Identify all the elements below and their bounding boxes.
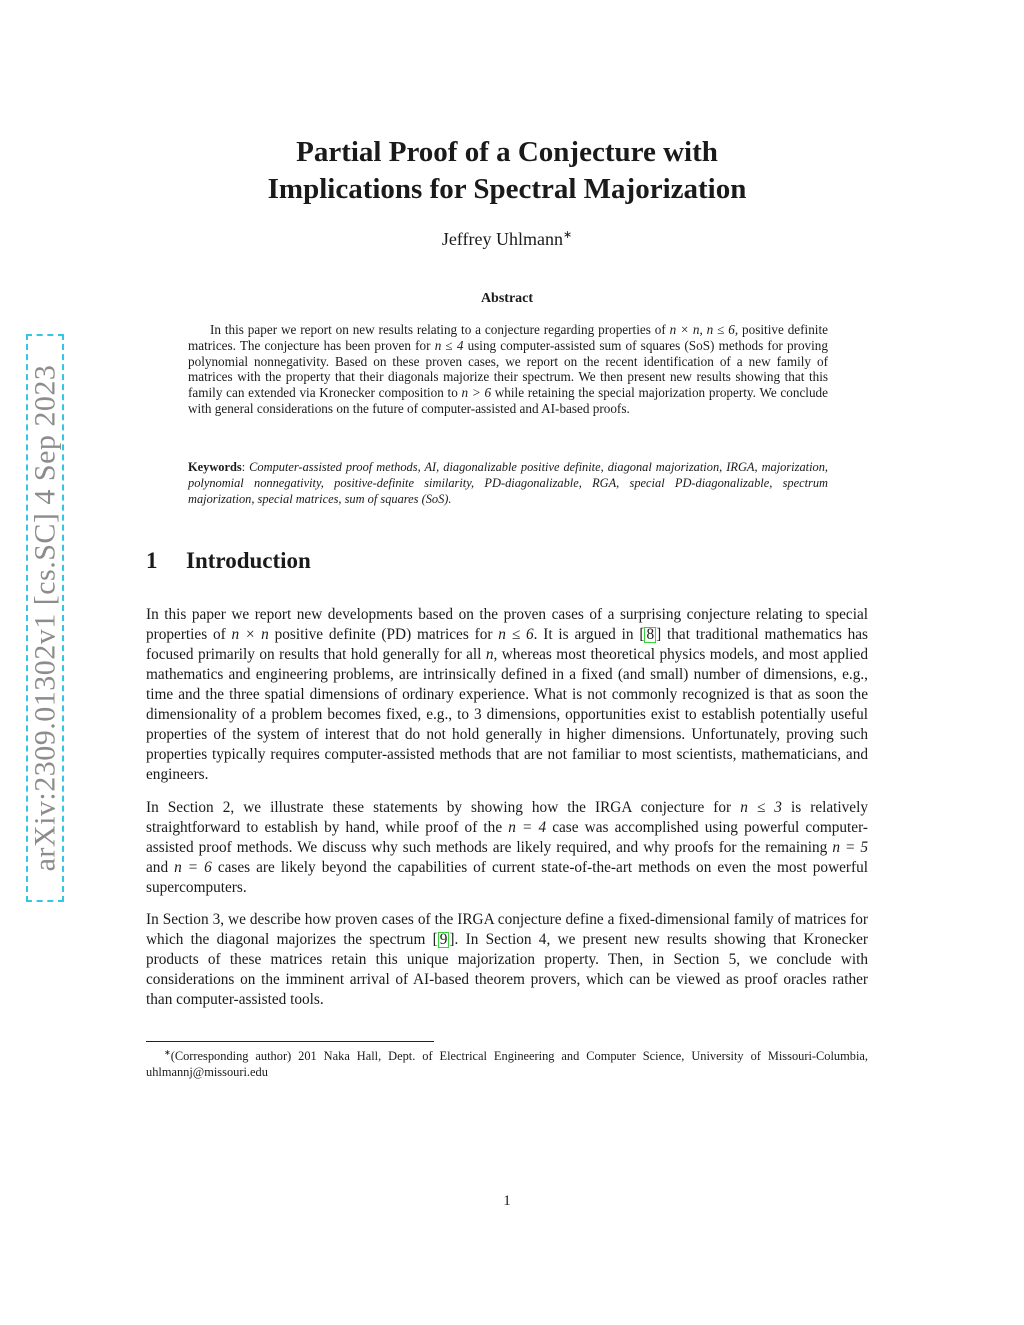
citation-link[interactable]: 9: [439, 931, 448, 948]
abstract-heading: Abstract: [480, 291, 534, 306]
introduction-body: [146, 605, 868, 1023]
text-run: In this paper we report new developments based on the proven cases of a surprising conjecture relating to special properties of: [146, 606, 868, 643]
abstract-text: [188, 322, 828, 417]
page-number: 1: [503, 1193, 511, 1209]
paragraph: In Section 3, we describe how proven cases of the IRGA conjecture define a fixed-dimensional family of matrices for which the diagonal majorizes the spectrum [ 9 ]. In Section 4, we present new results showing that Kronecker products of these matrices retain this unique majorization property. Then, in Section 5, we conclude with considerations on the imminent arrival of AI-based theorem provers, which can be viewed as proof oracles rather than computer-assisted tools.: [146, 911, 868, 1008]
arxiv-identifier: arXiv:2309.01302v1 [cs.SC] 4 Sep 2023: [28, 364, 61, 872]
keywords: [188, 459, 828, 507]
text-run: that traditional mathematics has focused primarily on results that hold generally for all: [146, 626, 868, 663]
text-run: cases are likely beyond the capabilities of current state-of-the-art methods on even the most powerful supercomputers.: [146, 858, 868, 896]
paragraph: In this paper we report new developments based on the proven cases of a surprising conjecture relating to special properties of n × n positive definite (PD) matrices for n ≤ 6. It is argued in [ 8 ] that traditional mathematics has focused primarily on results that hold generally for all n, whereas most theoretical physics models, and most applied mathematics and engineering problems, are intrinsically defined in a fixed (and small) number of dimensions, e.g., time and the three spatial dimensions of ordinary experience. What is not commonly recognized is that as soon the dimensionality of a problem becomes fixed, e.g., to 3 dimensions, opportunities exist to establish potentially useful properties of the system of interest that do not hold generally in higher dimensions. Unfortunately, proving such properties typically requires computer-assisted methods that are not familiar to most scientists, mathematicians, and engineers.: [146, 606, 868, 783]
text-run: is relatively straightforward to establish by hand, while proof of the: [146, 798, 868, 836]
text-run: , whereas most theoretical physics models, and most applied mathematics and engineering problems, are intrinsically defined in a fixed (and small) number of dimensions, e.g., time and the three spatial dimensions of ordinary experience. What is not commonly recognized is that as soon the dimensionality of a problem becomes fixed, e.g., to 3 dimensions, opportunities exist to establish potentially useful properties of the system of interest that do not hold generally in higher dimensions. Unfortunately, proving such properties typically requires computer-assisted methods that are not familiar to most scientists, mathematicians, and engineers.: [146, 646, 868, 783]
text-run: . It is argued in: [533, 626, 640, 643]
text-run: In Section 3, we describe how proven cases of the IRGA conjecture define a fixed-dimensional family of matrices for which the diagonal majorizes the spectrum: [146, 911, 868, 948]
text-run: and: [146, 858, 175, 876]
math-expression: n ≤ 4: [434, 337, 464, 353]
abstract-text-run: while retaining the special majorization property. We conclude with general considerations on the future of computer-assisted and AI-based proofs.: [188, 385, 828, 416]
math-expression: n × n: [669, 322, 700, 337]
title-line-1: Partial Proof of a Conjecture with: [296, 136, 718, 168]
keywords-label: Keywords: [188, 460, 242, 474]
author-line: [146, 228, 868, 250]
author-footnote-mark: ∗: [562, 229, 573, 241]
section-title: Introduction: [186, 548, 311, 573]
footnote-text: (Corresponding author) 201 Naka Hall, Dept. of Electrical Engineering and Computer Science, University of Missouri-Columbia, uhlmannj@missouri.edu: [146, 1049, 868, 1080]
math-expression: n ≤ 6: [706, 322, 735, 337]
math-expression: n = 6: [174, 858, 212, 876]
footnote-mark: ∗: [164, 1048, 171, 1057]
abstract-text-run: , positive definite matrices. The conjecture has been proven for: [188, 322, 828, 353]
author-name: Jeffrey Uhlmann: [441, 229, 563, 249]
text-run: In Section 2, we illustrate these statements by showing how the IRGA conjecture for: [146, 798, 741, 816]
citation-link[interactable]: 8: [646, 626, 655, 643]
arxiv-identifier-stamp: [26, 334, 64, 902]
paper-title: [146, 134, 868, 208]
abstract-text-run: ,: [699, 322, 707, 337]
math-expression: n > 6: [461, 385, 492, 401]
keywords-list: Computer-assisted proof methods, AI, diagonalizable positive definite, diagonal majorization, IRGA, majorization, polynomial nonnegativity, positive-definite similarity, PD-diagonalizable, RGA, special PD-diagonalizable, spectrum majorization, special matrices, sum of squares (SoS).: [188, 460, 829, 506]
math-expression: n = 5: [832, 838, 868, 856]
text-run: . In Section 4, we present new results showing that Kronecker products of these matrices retain this unique majorization property. Then, in Section 5, we conclude with considerations on the imminent arrival of AI-based theorem provers, which can be viewed as proof oracles rather than computer-assisted tools.: [146, 931, 868, 1008]
section-number: 1: [146, 548, 158, 573]
title-line-2: Implications for Spectral Majorization: [267, 173, 747, 205]
text-run: positive definite (PD) matrices for: [268, 626, 499, 643]
abstract-text-run: In this paper we report on new results relating to a conjecture regarding properties of: [210, 322, 670, 337]
text-run: case was accomplished using powerful computer-assisted proof methods. We discuss why such methods are likely required, and why proofs for the remaining: [146, 818, 868, 856]
math-expression: n ≤ 3: [740, 798, 782, 816]
math-expression: n × n: [231, 626, 269, 643]
math-expression: n ≤ 6: [498, 626, 534, 643]
paragraph: [146, 798, 868, 898]
math-expression: n: [485, 646, 494, 663]
footnote-rule: [146, 1041, 434, 1042]
section-heading-introduction: [146, 548, 311, 574]
footnote: [146, 1045, 868, 1080]
title-block: [146, 134, 868, 208]
keywords-separator: :: [241, 460, 250, 474]
math-expression: n = 4: [508, 818, 547, 836]
abstract-text-run: using computer-assisted sum of squares (SoS) methods for proving polynomial nonnegativity. Based on these proven cases, we report on the recent identification of a new family of matrices with the property that their diagonals majorize their spectrum. We then present new results showing that this family can extended via Kronecker composition to: [188, 337, 828, 401]
